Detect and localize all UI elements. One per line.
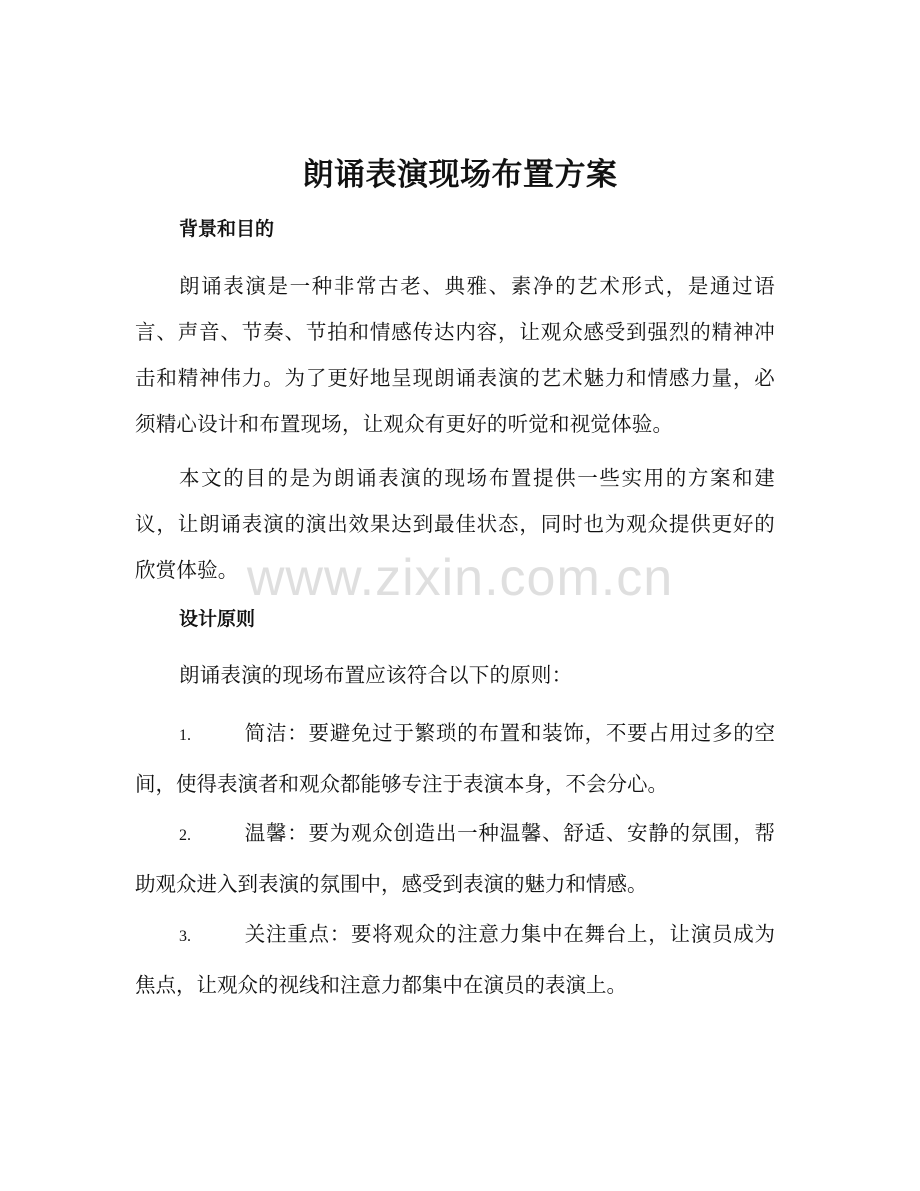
paragraph-background: 朗诵表演是一种非常古老、典雅、素净的艺术形式，是通过语言、声音、节奏、节拍和情感传达内容，让观众感受到强烈的精神冲击和精神伟力。为了更好地呈现朗诵表演的艺术魅力和情感力量，必须精心设计和布置现场，让观众有更好的听觉和视觉体验。 (135, 274, 775, 436)
list-item (135, 910, 775, 1009)
list-item-number: 1. (179, 727, 191, 744)
watermark: www.zixin.com.cn (246, 549, 674, 607)
list-item-number: 3. (179, 928, 191, 945)
list-item-number: 2. (179, 827, 191, 844)
paragraph-principles-intro: 朗诵表演的现场布置应该符合以下的原则： (179, 663, 573, 687)
list-item-text: 关注重点：要将观众的注意力集中在舞台上，让演员成为焦点，让观众的视线和注意力都集中在演员的表演上。 (135, 922, 775, 997)
list-item-text: 温馨：要为观众创造出一种温馨、舒适、安静的氛围，帮助观众进入到表演的氛围中，感受到表演的魅力和情感。 (135, 821, 775, 896)
list-item (135, 709, 775, 808)
paragraph-purpose: 本文的目的是为朗诵表演的现场布置提供一些实用的方案和建议，让朗诵表演的演出效果达到最佳状态，同时也为观众提供更好的欣赏体验。 (135, 466, 775, 582)
section-heading-background: 背景和目的 (179, 218, 275, 240)
section-heading-principles: 设计原则 (179, 608, 256, 630)
list-item (135, 809, 775, 908)
list-item-text: 简洁：要避免过于繁琐的布置和装饰，不要占用过多的空间，使得表演者和观众都能够专注于表演本身，不会分心。 (135, 721, 775, 796)
document-title: 朗诵表演现场布置方案 (302, 157, 618, 193)
